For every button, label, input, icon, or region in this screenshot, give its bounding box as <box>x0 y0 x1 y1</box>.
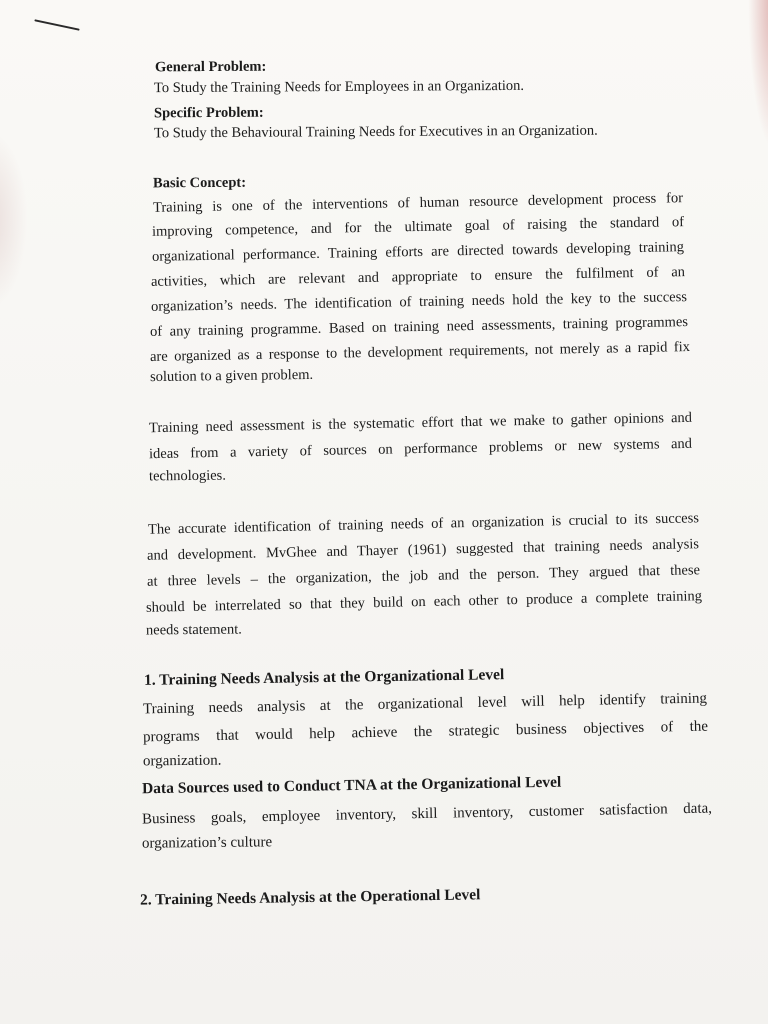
basic-concept-line: Training is one of the interventions of human resource development process for <box>152 190 684 216</box>
paragraph-line: The accurate identification of training needs of an organization is crucial to its success <box>147 510 700 538</box>
section-line: organization’s culture <box>141 834 273 852</box>
section-subheading: Data Sources used to Conduct TNA at the Organizational Level <box>141 773 562 798</box>
basic-concept-line: solution to a given problem. <box>149 366 314 386</box>
basic-concept-line: organization’s needs. The identification of training needs hold the key to the success <box>150 289 688 315</box>
basic-concept-line: organizational performance. Training efforts are directed towards developing training <box>151 239 685 265</box>
paragraph-line: ideas from a variety of sources on performance problems or new systems and <box>148 435 693 463</box>
basic-concept-line: of any training programme. Based on training need assessments, training programmes <box>149 314 689 340</box>
specific-problem-label: Specific Problem: <box>153 104 264 122</box>
general-problem-label: General Problem: <box>154 58 267 76</box>
basic-concept-line: activities, which are relevant and appropriate to ensure the fulfilment of an <box>150 264 686 290</box>
basic-concept-line: improving competence, and for the ultimate goal of raising the standard of <box>151 214 685 240</box>
paragraph-line: should be interrelated so that they build on each other to produce a complete training <box>145 588 703 616</box>
basic-concept-label: Basic Concept: <box>152 174 247 192</box>
section-line: programs that would help achieve the strategic business objectives of the <box>142 718 709 746</box>
paragraph-line: and development. MvGhee and Thayer (1961) suggested that training needs analysis <box>146 536 700 564</box>
section-line: Training needs analysis at the organizational level will help identify training <box>142 690 708 718</box>
section-heading: 2. Training Needs Analysis at the Operational Level <box>139 886 481 909</box>
section-heading: 1. Training Needs Analysis at the Organizational Level <box>143 666 505 689</box>
section-line: Business goals, employee inventory, skill inventory, customer satisfaction data, <box>141 800 713 828</box>
section-line: organization. <box>142 752 222 770</box>
paragraph-line: needs statement. <box>145 621 242 639</box>
paragraph-line: at three levels – the organization, the job and the person. They argued that these <box>146 562 701 590</box>
basic-concept-line: are organized as a response to the development requirements, not merely as a rapid fix <box>149 339 691 365</box>
general-problem-text: To Study the Training Needs for Employees in an Organization. <box>153 77 525 97</box>
paragraph-line: Training need assessment is the systematic effort that we make to gather opinions and <box>148 409 693 437</box>
paragraph-line: technologies. <box>148 467 227 485</box>
specific-problem-text: To Study the Behavioural Training Needs for Executives in an Organization. <box>153 122 598 142</box>
